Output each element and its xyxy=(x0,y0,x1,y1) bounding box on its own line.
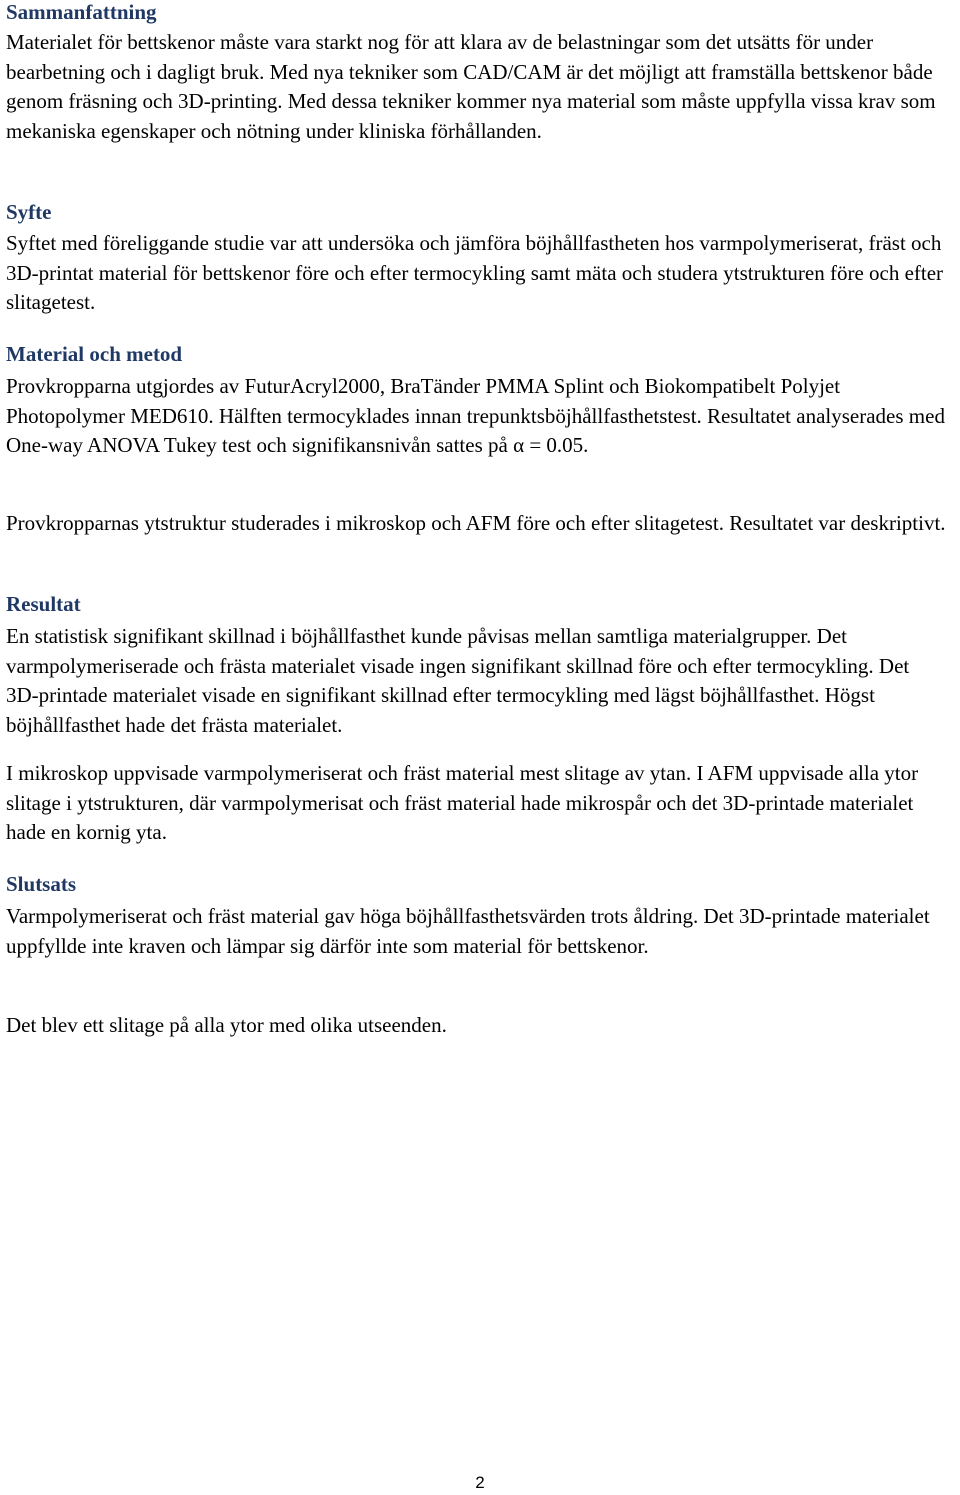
results-paragraph-1: En statistisk signifikant skillnad i böjhållfasthet kunde påvisas mellan samtliga materialgrupper. Det varmpolymeriserade och frästa materialet visade ingen signifikant skillnad före och efter termocykling. Det 3D-printade materialet visade en signifikant skillnad efter termocykling med lägst böjhållfasthet. Högst böjhållfasthet hade det frästa materialet. xyxy=(6,624,910,737)
heading-results: Resultat xyxy=(6,592,81,616)
summary-paragraph: Materialet för bettskenor måste vara starkt nog för att klara av de belastningar som det utsätts för under bearbetning och i dagligt bruk. Med nya tekniker som CAD/CAM är det möjligt att framställa bettskenor både genom fräsning och 3D-printing. Med dessa tekniker kommer nya material som måste uppfylla vissa krav som mekaniska egenskaper och nötning under kliniska förhållanden. xyxy=(6,30,936,143)
heading-summary: Sammanfattning xyxy=(6,0,157,24)
method-paragraph-2: Provkropparnas ytstruktur studerades i mikroskop och AFM före och efter slitagetest. Resultatet var deskriptivt. xyxy=(6,511,946,535)
heading-method: Material och metod xyxy=(6,342,183,366)
results-paragraph-2: I mikroskop uppvisade varmpolymeriserat och fräst material mest slitage av ytan. I AFM uppvisade alla ytor slitage i ytstrukturen, där varmpolymerisat och fräst material hade mikrospår och det 3D-printade materialet hade en kornig yta. xyxy=(6,761,919,844)
conclusion-paragraph-1: Varmpolymeriserat och fräst material gav höga böjhållfasthetsvärden trots åldring. Det 3D-printade materialet uppfyllde inte kraven och lämpar sig därför inte som material för bettskenor. xyxy=(6,904,930,958)
page-number: 2 xyxy=(475,1473,485,1492)
heading-conclusion: Slutsats xyxy=(6,872,77,896)
aim-paragraph: Syftet med föreliggande studie var att undersöka och jämföra böjhållfastheten hos varmpolymeriserat, fräst och 3D-printat material för bettskenor före och efter termocykling samt mäta och studera ytstrukturen före och efter slitagetest. xyxy=(6,231,944,314)
heading-aim: Syfte xyxy=(6,200,52,224)
conclusion-paragraph-2: Det blev ett slitage på alla ytor med olika utseenden. xyxy=(6,1013,447,1037)
method-paragraph-1: Provkropparna utgjordes av FuturAcryl2000, BraTänder PMMA Splint och Biokompatibelt Polyjet Photopolymer MED610. Hälften termocyklades innan trepunktsböjhållfasthetstest. Resultatet analyserades med One-way ANOVA Tukey test och signifikansnivån sattes på α = 0.05. xyxy=(6,374,945,457)
